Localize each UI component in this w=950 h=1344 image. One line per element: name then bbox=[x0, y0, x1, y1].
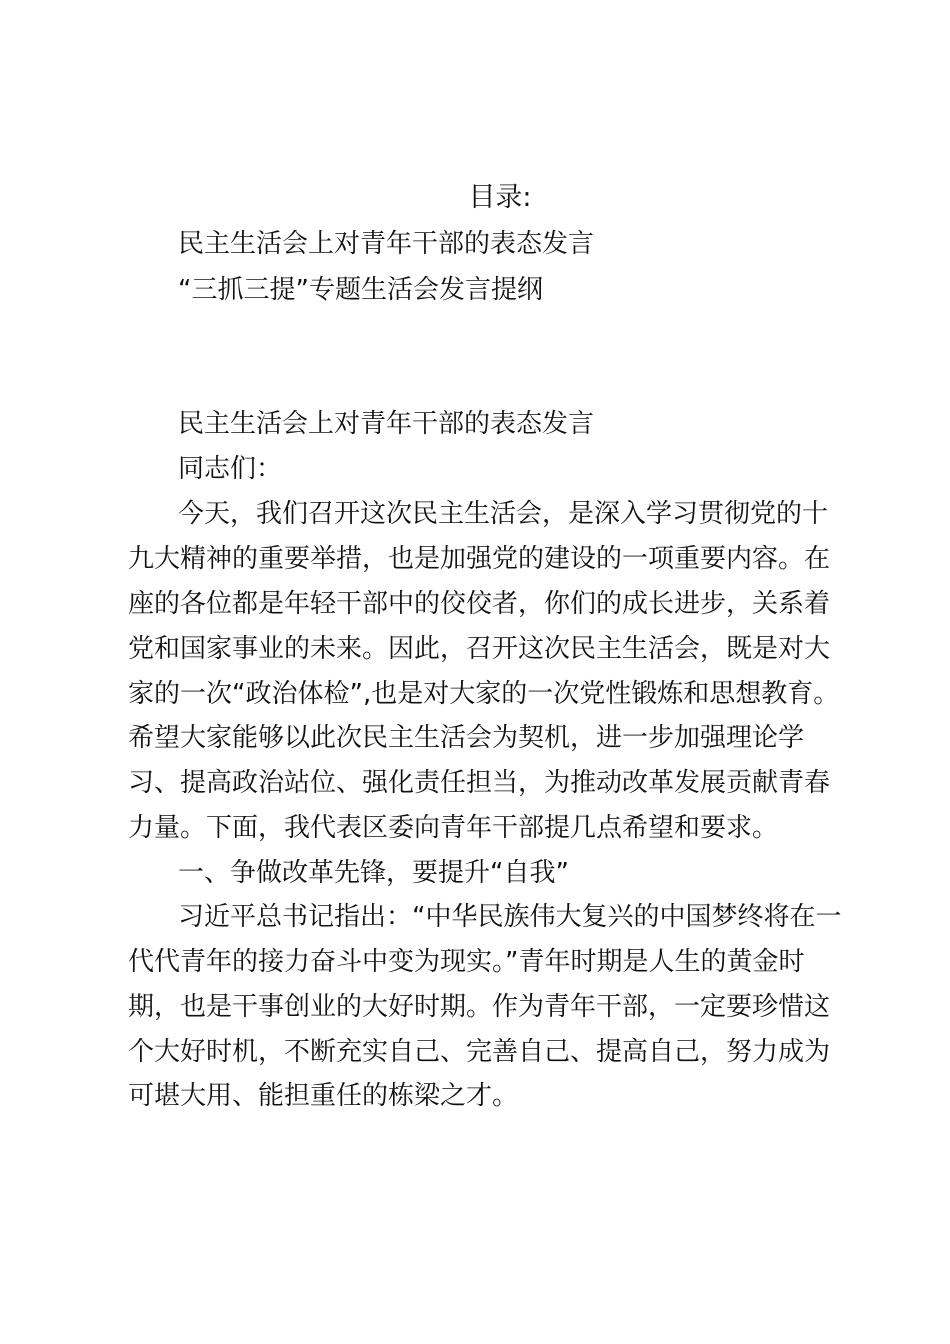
paragraph-line: 期，也是干事创业的大好时期。作为青年干部，一定要珍惜这 bbox=[128, 992, 831, 1022]
paragraph-line: 力量。下面，我代表区委向青年干部提几点希望和要求。 bbox=[128, 813, 779, 843]
paragraph-line: 希望大家能够以此次民主生活会为契机，进一步加强理论学 bbox=[128, 723, 805, 753]
paragraph-line: 家的一次“政治体检”,也是对大家的一次党性锻炼和思想教育。 bbox=[128, 679, 840, 709]
paragraph-line: 今天，我们召开这次民主生活会，是深入学习贯彻党的十 bbox=[178, 499, 829, 529]
paragraph-line: 党和国家事业的未来。因此，召开这次民主生活会，既是对大 bbox=[128, 634, 831, 664]
paragraph-line: 代代青年的接力奋斗中变为现实。”青年时期是人生的黄金时 bbox=[128, 947, 805, 977]
toc-item: 民主生活会上对青年干部的表态发言 bbox=[178, 229, 595, 259]
article-heading: 民主生活会上对青年干部的表态发言 bbox=[178, 409, 595, 439]
paragraph-line: 习近平总书记指出：“中华民族伟大复兴的中国梦终将在一 bbox=[178, 902, 842, 932]
section-heading: 一、争做改革先锋，要提升“自我” bbox=[178, 858, 569, 888]
salutation: 同志们： bbox=[178, 454, 283, 484]
paragraph-line: 可堪大用、能担重任的栋梁之才。 bbox=[128, 1081, 519, 1111]
paragraph-line: 九大精神的重要举措，也是加强党的建设的一项重要内容。在 bbox=[128, 544, 831, 574]
paragraph-line: 座的各位都是年轻干部中的佼佼者，你们的成长进步，关系着 bbox=[128, 589, 831, 619]
paragraph-line: 习、提高政治站位、强化责任担当，为推动改革发展贡献青春 bbox=[128, 768, 831, 798]
toc-title: 目录: bbox=[468, 182, 532, 213]
paragraph-line: 个大好时机，不断充实自己、完善自己、提高自己，努力成为 bbox=[128, 1037, 831, 1067]
toc-item: “三抓三提”专题生活会发言提纲 bbox=[178, 275, 543, 305]
